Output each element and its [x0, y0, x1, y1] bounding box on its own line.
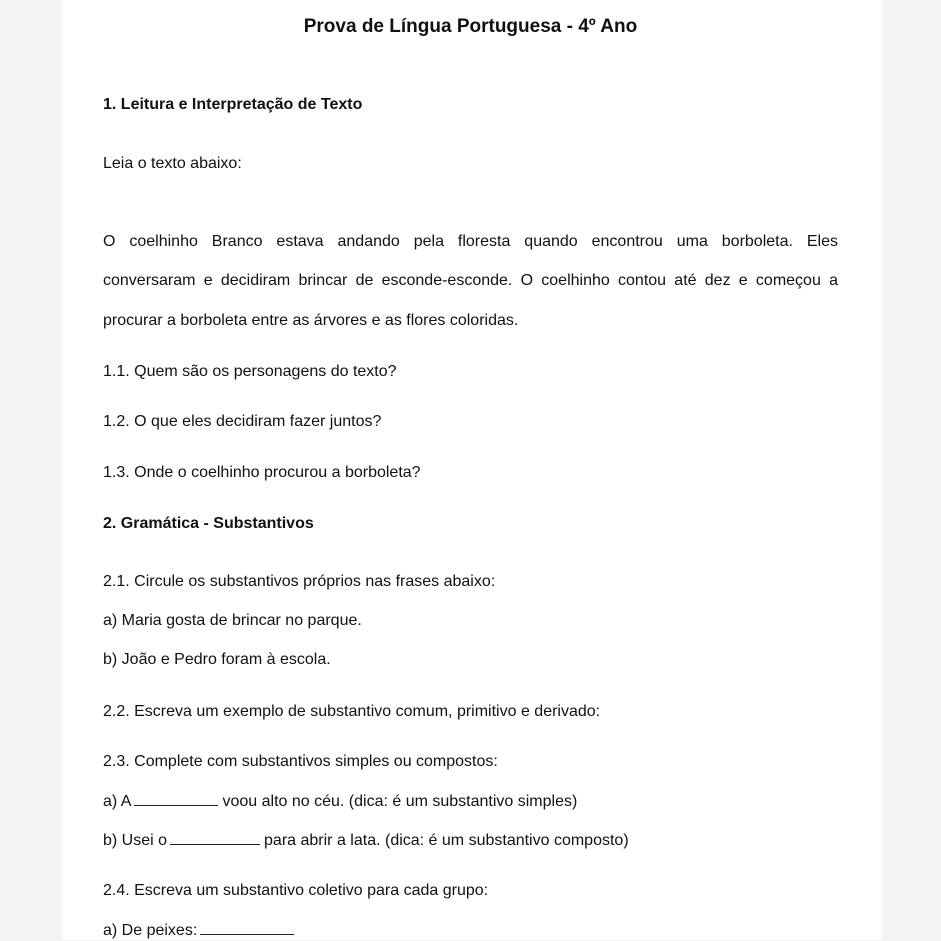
question-2-4: 2.4. Escreva um substantivo coletivo para cada grupo:: [103, 882, 489, 899]
answer-blank: [134, 791, 218, 806]
question-2-3-b-after: para abrir a lata. (dica: é um substantivo composto): [264, 832, 629, 849]
section-1-heading: 1. Leitura e Interpretação de Texto: [103, 96, 363, 113]
question-2-1-b: b) João e Pedro foram à escola.: [103, 651, 331, 668]
section-2-heading: 2. Gramática - Substantivos: [103, 515, 314, 532]
question-2-2: 2.2. Escreva um exemplo de substantivo comum, primitivo e derivado:: [103, 703, 601, 720]
question-2-3-a-before: a) A: [103, 793, 132, 810]
question-1-1: 1.1. Quem são os personagens do texto?: [103, 363, 397, 380]
passage-line-3: procurar a borboleta entre as árvores e as flores coloridas.: [103, 312, 519, 329]
question-2-3-a-after: voou alto no céu. (dica: é um substantivo simples): [222, 793, 578, 810]
question-2-4-a: [103, 920, 298, 941]
question-2-1: 2.1. Circule os substantivos próprios nas frases abaixo:: [103, 573, 496, 590]
answer-blank: [200, 920, 294, 935]
passage-line-1: O coelhinho Branco estava andando pela floresta quando encontrou uma borboleta. Eles: [103, 233, 838, 250]
page-title: Prova de Língua Portuguesa - 4º Ano: [303, 16, 638, 37]
question-2-3-a: [103, 791, 577, 812]
question-2-4-a-before: a) De peixes:: [103, 922, 198, 939]
question-2-1-a: a) Maria gosta de brincar no parque.: [103, 612, 362, 629]
section-1-intro: Leia o texto abaixo:: [103, 155, 242, 172]
question-2-3: 2.3. Complete com substantivos simples ou compostos:: [103, 753, 498, 770]
question-2-3-b: [103, 830, 629, 851]
question-2-3-b-before: b) Usei o: [103, 832, 168, 849]
question-1-2: 1.2. O que eles decidiram fazer juntos?: [103, 413, 382, 430]
answer-blank: [170, 830, 260, 845]
passage-line-2: conversaram e decidiram brincar de esconde-esconde. O coelhinho contou até dez e começou a: [103, 272, 838, 289]
question-1-3: 1.3. Onde o coelhinho procurou a borboleta?: [103, 464, 421, 481]
